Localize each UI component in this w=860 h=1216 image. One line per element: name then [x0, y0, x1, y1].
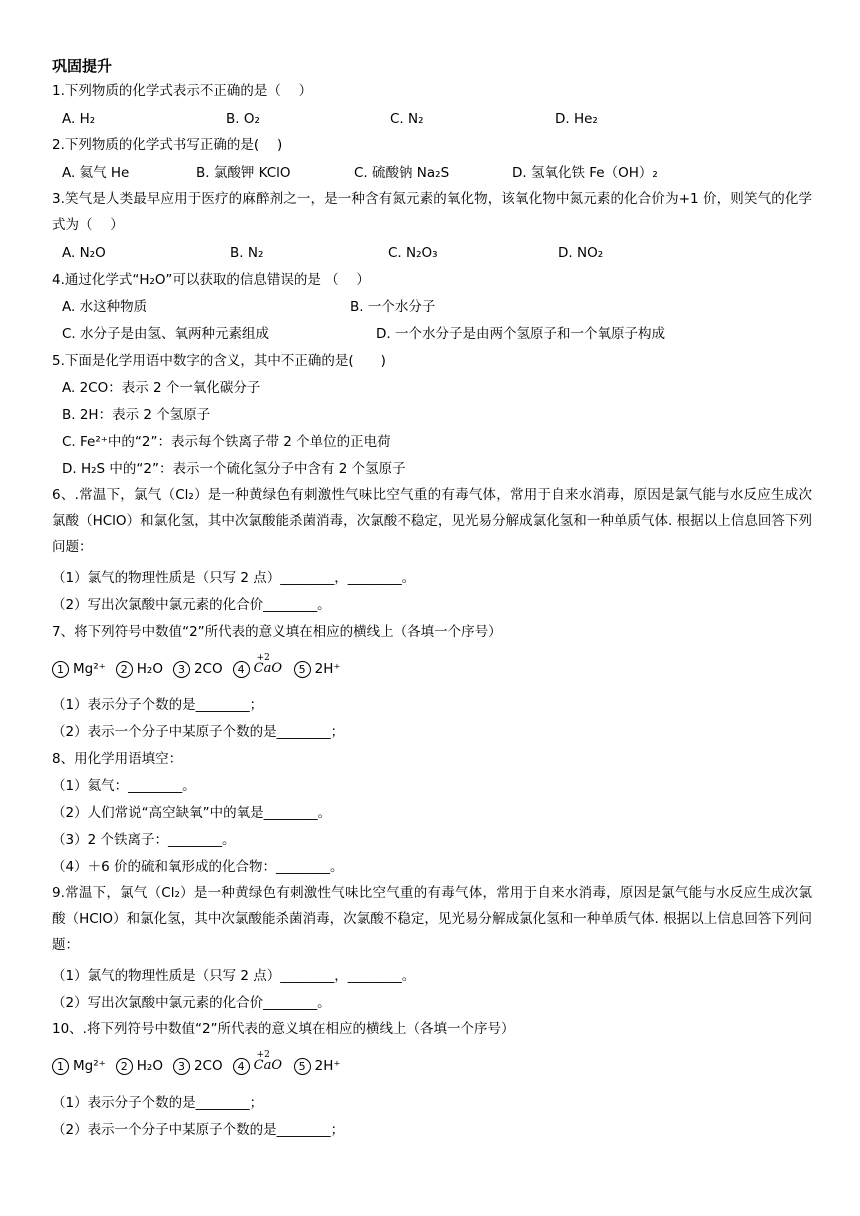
symbol: H₂O — [136, 661, 163, 677]
symbol: Mg²⁺ — [73, 1058, 106, 1074]
q6-part-2: （2）写出次氯酸中氯元素的化合价________。 — [52, 597, 331, 613]
q7-part-2: （2）表示一个分子中某原子个数的是________； — [52, 724, 345, 740]
q10-stem: 10、.将下列符号中数值“2”所代表的意义填在相应的横线上（各填一个序号） — [52, 1021, 515, 1037]
q5-stem: 5.下面是化学用语中数字的含义，其中不正确的是( ) — [52, 353, 386, 369]
circled-number: 2 — [116, 661, 133, 678]
q1-option-a: A. H₂ — [62, 111, 96, 127]
q7-part-1: （1）表示分子个数的是________； — [52, 697, 264, 713]
q7-stem: 7、将下列符号中数值“2”所代表的意义填在相应的横线上（各填一个序号） — [52, 624, 502, 640]
q2-stem: 2.下列物质的化学式书写正确的是( ) — [52, 137, 283, 153]
q6-part-1: （1）氯气的物理性质是（只写 2 点）________，________。 — [52, 570, 416, 586]
valence-mark: +2 — [256, 653, 270, 663]
q3-option-a: A. N₂O — [62, 245, 106, 261]
q8-part-3: （3）2 个铁离子：________。 — [52, 832, 236, 848]
q3-option-c: C. N₂O₃ — [388, 245, 438, 261]
q1-option-c: C. N₂ — [390, 111, 424, 127]
q9-stem: 9.常温下，氯气（Cl₂）是一种黄绿色有刺激性气味比空气重的有毒气体，常用于自来水消毒，原因是氯气能与水反应生成次氯酸（HClO）和氯化氢，其中次氯酸能杀菌消毒，次氯酸不稳定，见光易分解成氯化氢和一种单质气体. 根据以上信息回答下列问题： — [52, 885, 812, 953]
symbol: 2H⁺ — [314, 1058, 341, 1074]
q1-stem: 1.下列物质的化学式表示不正确的是（ ） — [52, 83, 313, 99]
circled-number: 1 — [52, 1058, 69, 1075]
circled-number: 2 — [116, 1058, 133, 1075]
q8-part-1: （1）氦气：________。 — [52, 778, 196, 794]
q8-stem: 8、用化学用语填空： — [52, 751, 183, 767]
q5-option-d: D. H₂S 中的“2”：表示一个硫化氢分子中含有 2 个氢原子 — [62, 461, 406, 477]
circled-number: 1 — [52, 661, 69, 678]
q10-symbols — [52, 1050, 351, 1075]
q3-option-b: B. N₂ — [230, 245, 264, 261]
q5-option-a: A. 2CO：表示 2 个一氧化碳分子 — [62, 380, 261, 396]
q4-option-b: B. 一个水分子 — [350, 299, 436, 315]
symbol-cao: +2 CaO — [254, 660, 284, 678]
q2-option-b: B. 氯酸钾 KClO — [196, 165, 291, 181]
q2-option-d: D. 氢氧化铁 Fe（OH）₂ — [512, 165, 658, 181]
circled-number: 5 — [294, 661, 311, 678]
q8-part-4: （4）＋6 价的硫和氧形成的化合物：________。 — [52, 859, 344, 875]
q1-option-b: B. O₂ — [226, 111, 260, 127]
circled-number: 3 — [173, 1058, 190, 1075]
q5-option-c: C. Fe²⁺中的“2”：表示每个铁离子带 2 个单位的正电荷 — [62, 434, 391, 450]
symbol: H₂O — [136, 1058, 163, 1074]
q3-option-d: D. NO₂ — [558, 245, 604, 261]
valence-mark: +2 — [256, 1050, 270, 1060]
q7-symbols — [52, 653, 351, 678]
q3-stem: 3.笑气是人类最早应用于医疗的麻醉剂之一，是一种含有氮元素的氧化物，该氧化物中氮元素的化合价为+1 价，则笑气的化学式为（ ） — [52, 191, 812, 233]
circled-number: 5 — [294, 1058, 311, 1075]
q2-option-c: C. 硫酸钠 Na₂S — [354, 165, 450, 181]
q9-part-2: （2）写出次氯酸中氯元素的化合价________。 — [52, 995, 331, 1011]
q10-part-2: （2）表示一个分子中某原子个数的是________； — [52, 1122, 345, 1138]
symbol: 2CO — [193, 661, 223, 677]
q4-option-a: A. 水这种物质 — [62, 299, 148, 315]
q6-stem: 6、.常温下，氯气（Cl₂）是一种黄绿色有刺激性气味比空气重的有毒气体，常用于自来水消毒，原因是氯气能与水反应生成次氯酸（HClO）和氯化氢，其中次氯酸能杀菌消毒，次氯酸不稳定，见光易分解成氯化氢和一种单质气体. 根据以上信息回答下列问题： — [52, 487, 812, 555]
circled-number: 4 — [233, 661, 250, 678]
q4-stem: 4.通过化学式“H₂O”可以获取的信息错误的是 （ ） — [52, 272, 370, 288]
symbol: 2H⁺ — [314, 661, 341, 677]
circled-number: 3 — [173, 661, 190, 678]
q5-option-b: B. 2H：表示 2 个氢原子 — [62, 407, 211, 423]
circled-number: 4 — [233, 1058, 250, 1075]
q9-part-1: （1）氯气的物理性质是（只写 2 点）________，________。 — [52, 968, 416, 984]
q8-part-2: （2）人们常说“高空缺氧”中的氧是________。 — [52, 805, 332, 821]
q1-option-d: D. He₂ — [555, 111, 598, 127]
q4-option-c: C. 水分子是由氢、氧两种元素组成 — [62, 326, 270, 342]
section-title: 巩固提升 — [52, 57, 113, 75]
q2-option-a: A. 氦气 He — [62, 165, 130, 181]
symbol: Mg²⁺ — [73, 661, 106, 677]
symbol-cao: +2 CaO — [254, 1057, 284, 1075]
q4-option-d: D. 一个水分子是由两个氢原子和一个氧原子构成 — [376, 326, 665, 342]
q10-part-1: （1）表示分子个数的是________； — [52, 1095, 264, 1111]
symbol: 2CO — [193, 1058, 223, 1074]
